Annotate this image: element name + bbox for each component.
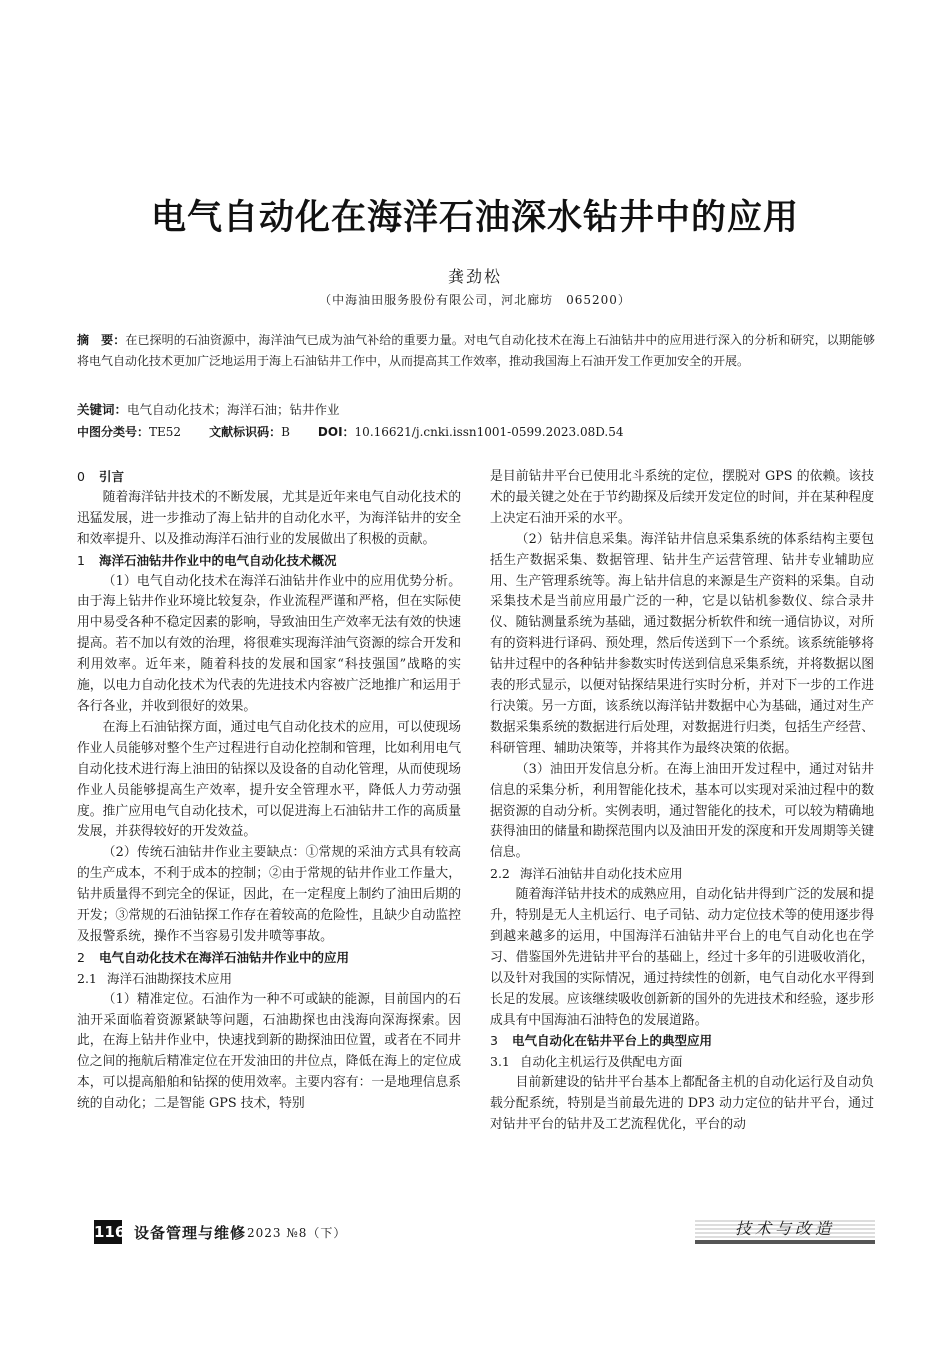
heading-3: 3 电气自动化在钻井平台上的典型应用 bbox=[490, 1033, 713, 1049]
paragraph: 随着海洋钻井技术的成熟应用，自动化钻井得到广泛的发展和提升，特别是无人主机运行、电子司钻、动力定位技术等的使用逐步得到越来越多的运用，中国海洋石油钻井平台上的电气自动化也在学习、借鉴国外先进钻井平台的基础上，经过十多年的引进吸收消化，以及针对我国的实际情况，通过持续性的创新，电气自动化水平得到长足的发展。应该继续吸收创新新的国外的先进技术和经验，逐步形成具有中国海油石油特色的发展道路。 bbox=[490, 887, 874, 1028]
left-column bbox=[77, 467, 461, 1115]
paragraph: 目前新建设的钻井平台基本上都配备主机的自动化运行及自动负载分配系统，特别是当前最先进的 DP3 动力定位的钻井平台，通过对钻井平台的钻井及工艺流程优化，平台的动 bbox=[490, 1075, 874, 1133]
doi-label: DOI： bbox=[317, 425, 355, 439]
doi-value: 10.16621/j.cnki.issn1001-0599.2023.08D.54 bbox=[354, 425, 624, 439]
heading-2-2: 2.2 海洋石油钻井自动化技术应用 bbox=[490, 866, 683, 882]
paper-title: 电气自动化在海洋石油深水钻井中的应用 bbox=[150, 198, 799, 238]
issue-info: 2023 №8（下） bbox=[247, 1226, 347, 1240]
clc-label: 中图分类号： bbox=[77, 425, 150, 439]
heading-1: 1 海洋石油钻井作业中的电气自动化技术概况 bbox=[77, 552, 337, 568]
paragraph: （3）油田开发信息分析。在海上油田开发过程中，通过对钻井信息的采集分析，利用智能化技术，基本可以实现对采油过程中的数据资源的自动分析。实例表明，通过智能化的技术，可以较为精确地获得油田的储量和勘探范围内以及油田开发的深度和开发周期等关键信息。 bbox=[490, 761, 874, 861]
heading-2: 2 电气自动化技术在海洋石油钻井作业中的应用 bbox=[77, 949, 350, 965]
paragraph: （2）传统石油钻井作业主要缺点：①常规的采油方式具有较高的生产成本，不利于成本的控制；②由于常规的钻井作业工作量大，钻井质量得不到完全的保证，因此，在一定程度上制约了油田后期的开发；③常规的石油钻探工作存在着较高的危险性，且缺少自动监控及报警系统，操作不当容易引发井喷等事故。 bbox=[77, 845, 461, 944]
paragraph: （1）精准定位。石油作为一种不可或缺的能源，目前国内的石油开采面临着资源紧缺等问题，石油勘探也由浅海向深海探索。因此，在海上钻井作业中，快速找到新的勘探油田位置，或者在不同井位之间的拖航后精准定位在开发油田的井位点，降低在海上的定位成本，可以提高船舶和钻探的使用效率。主要内容有：一是地理信息系统的自动化；二是智能 GPS 技术，特别 bbox=[77, 991, 461, 1112]
abstract-text: 在已探明的石油资源中，海洋油气已成为油气补给的重要力量。对电气自动化技术在海上石油钻井中的应用进行深入的分析和研究，以期能够将电气自动化技术更加广泛地运用于海上石油钻井工作中，从而提高其工作效率，推动我国海上石油开发工作更加安全的开展。 bbox=[77, 333, 875, 368]
heading-0: 0 引言 bbox=[77, 469, 125, 484]
page-footer bbox=[77, 1218, 875, 1248]
paragraph: 是目前钻井平台已使用北斗系统的定位，摆脱对 GPS 的依赖。该技术的最关键之处在于节约勘探及后续开发定位的时间，并在某种程度上决定石油开采的水平。 bbox=[490, 469, 874, 526]
paragraph: 在海上石油钻探方面，通过电气自动化技术的应用，可以使现场作业人员能够对整个生产过程进行自动化控制和管理，比如利用电气自动化技术进行海上油田的钻探以及设备的自动化管理，从而使现场作业人员能够提高生产效率，提升安全管理水平，降低人力劳动强度。推广应用电气自动化技术，可以促进海上石油钻井工作的高质量发展，并获得较好的开发效益。 bbox=[77, 719, 461, 840]
classification-line bbox=[77, 422, 875, 442]
heading-2-1: 2.1 海洋石油勘探技术应用 bbox=[77, 970, 233, 986]
abstract bbox=[77, 330, 875, 372]
affiliation: （中海油田服务股份有限公司，河北廊坊 065200） bbox=[319, 293, 631, 307]
paragraph: 随着海洋钻井技术的不断发展，尤其是近年来电气自动化技术的迅猛发展，进一步推动了海上钻井的自动化水平，为海洋钻井的安全和效率提升、以及推动海洋石油行业的发展做出了积极的贡献。 bbox=[77, 489, 461, 547]
author: 龚劲松 bbox=[447, 267, 502, 286]
page-number: 116 bbox=[94, 1220, 122, 1244]
keywords-label: 关键词： bbox=[77, 402, 128, 417]
section-label: 技术与改造 bbox=[695, 1218, 875, 1242]
section-underline bbox=[695, 1240, 875, 1244]
keywords bbox=[77, 400, 875, 420]
doc-code-value: B bbox=[281, 425, 290, 439]
paragraph: （2）钻井信息采集。海洋钻井信息采集系统的体系结构主要包括生产数据采集、数据管理、钻井生产运营管理、钻井专业辅助应用、生产管理系统等。海上钻井信息的来源是生产资料的采集。自动采集技术是当前应用最广泛的一种，它是以钻机参数仪、综合录井仪、随钻测量系统为基础，通过数据分析软件和统一通信协议，对所有的资料进行译码、预处理，然后传送到下一个系统。该系统能够将钻井过程中的各种钻井参数实时传送到信息采集系统，并将数据以图表的形式显示，以便对钻探结果进行实时分析，并对下一步的工作进行决策。另一方面，该系统以海洋钻井数据中心为基础，通过对生产数据采集系统的数据进行后处理，对数据进行归类，包括生产经营、科研管理、辅助决策等，并将其作为最终决策的依据。 bbox=[490, 531, 874, 756]
journal-name: 设备管理与维修 bbox=[134, 1224, 247, 1242]
clc-value: TE52 bbox=[149, 425, 182, 439]
paragraph: （1）电气自动化技术在海洋石油钻井作业中的应用优势分析。由于海上钻井作业环境比较复杂，作业流程严谨和严格，但在实际使用中易受各种不稳定因素的影响，导致油田生产效率无法有效的快速提高。若不加以有效的治理，将很难实现海洋油气资源的综合开发和利用效率。近年来，随着科技的发展和国家“科技强国”战略的实施，以电力自动化技术为代表的先进技术内容被广泛地推广和运用于各行各业，并收到很好的效果。 bbox=[77, 573, 461, 714]
keywords-text: 电气自动化技术；海洋石油；钻井作业 bbox=[127, 402, 340, 417]
right-column bbox=[490, 467, 874, 1136]
doc-code-label: 文献标识码： bbox=[209, 425, 282, 439]
abstract-label: 摘 要： bbox=[77, 333, 126, 347]
heading-3-1: 3.1 自动化主机运行及供配电方面 bbox=[490, 1054, 683, 1070]
